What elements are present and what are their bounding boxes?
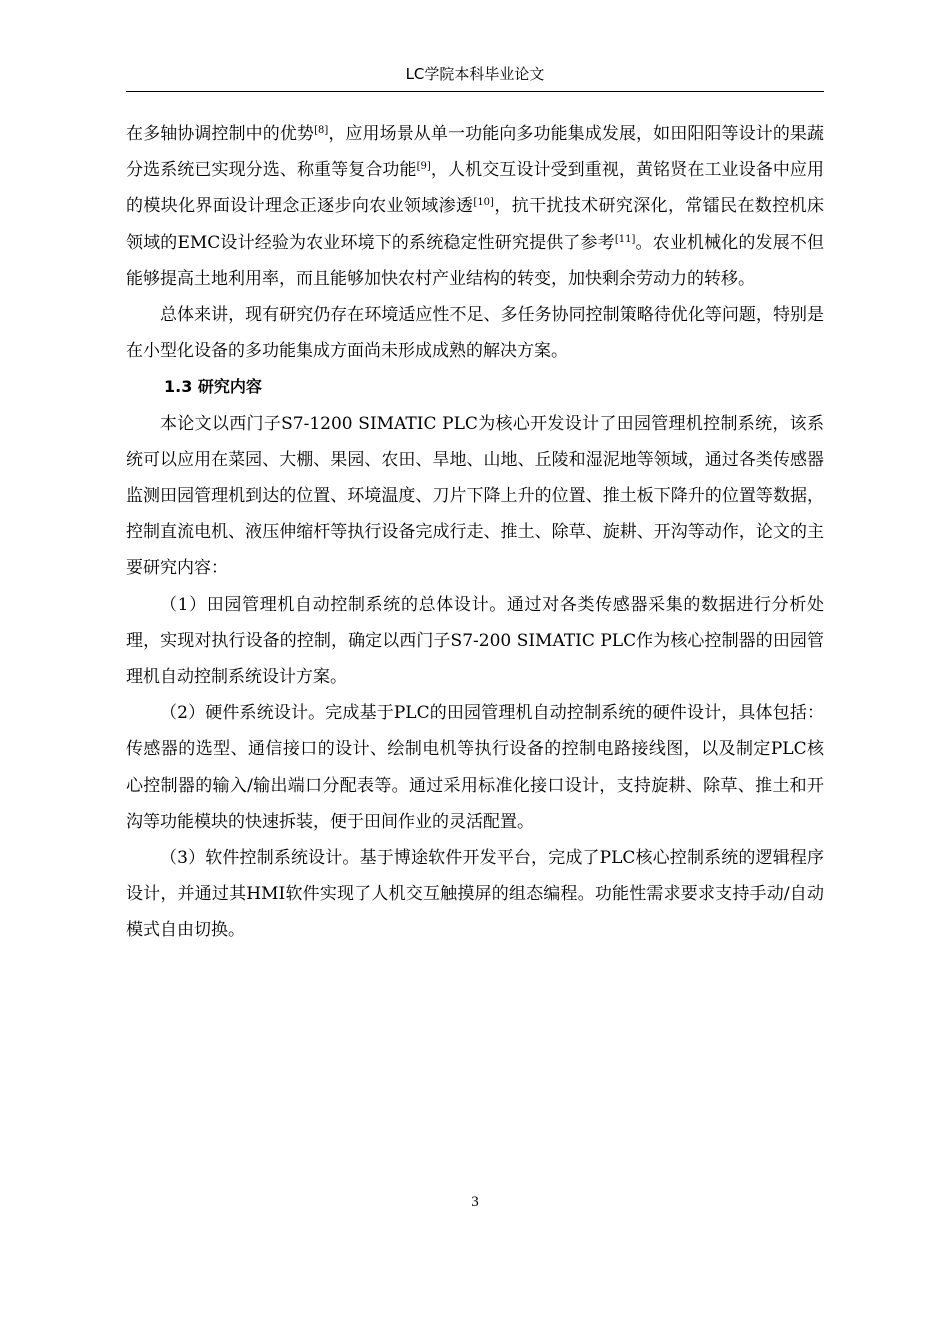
page-number: 3 [471,1194,479,1210]
paragraph-6: （3）软件控制系统设计。基于博途软件开发平台，完成了PLC核心控制系统的逻辑程序设计，并通过其HMI软件实现了人机交互触摸屏的组态编程。功能性需求要求支持手动/自动模式自由切换。 [126,848,824,941]
paragraph-3: 本论文以西门子S7-1200 SIMATIC PLC为核心开发设计了田园管理机控制系统，该系统可以应用在菜园、大棚、果园、农田、旱地、山地、丘陵和湿泥地等领域，通过各类传感器监测田园管理机到达的位置、环境温度、刀片下降上升的位置、推土板下降升的位置等数据，控制直流电机、液压伸缩杆等执行设备完成行走、推土、除草、旋耕、开沟等动作，论文的主要研究内容： [126,413,824,579]
paragraph-2: 总体来讲，现有研究仍存在环境适应性不足、多任务协同控制策略待优化等问题，特别是在小型化设备的多功能集成方面尚未形成成熟的解决方案。 [126,305,824,362]
paragraph-1-text-5: 。农业机械化的发展不但能够提高土地利用率，而且能够加快农村产业结构的转变，加快剩余劳动力的转移。 [126,232,825,289]
page-header: LC学院本科毕业论文 [405,65,545,83]
citation-8: [8] [314,125,329,136]
paragraph-4: （1）田园管理机自动控制系统的总体设计。通过对各类传感器采集的数据进行分析处理，实现对执行设备的控制，确定以西门子S7-200 SIMATIC PLC作为核心控制器的田园管理机自动控制系统设计方案。 [126,594,824,688]
citation-9: [9] [416,161,431,173]
citation-10: [10] [473,197,494,209]
section-heading: 1.3 研究内容 [164,377,262,397]
paragraph-1-text-1: 在多轴协调控制中的优势 [126,124,315,144]
paragraph-1 [126,116,824,297]
document-body [126,116,824,949]
paragraph-5: （2）硬件系统设计。完成基于PLC的田园管理机自动控制系统的硬件设计，具体包括：传感器的选型、通信接口的设计、绘制电机等执行设备的控制电路接线图，以及制定PLC核心控制器的输入/输出端口分配表等。通过采用标准化接口设计，支持旋耕、除草、推土和开沟等功能模块的快速拆装，便于田间作业的灵活配置。 [126,703,824,832]
header-divider [126,91,824,92]
paragraph-1-text-4: ，抗干扰技术研究深化，常镭民在数控机床领域的EMC设计经验为农业环境下的系统稳定性研究提供了参考 [126,196,825,253]
paragraph-1-text-2: ，应用场景从单一功能向多功能集成发展，如田阳阳等设计的果蔬分选系统已实现分选、称重等复合功能 [126,124,825,181]
citation-11: [11] [614,233,636,245]
paragraph-1-text-3: ，人机交互设计受到重视，黄铭贤在工业设备中应用的模块化界面设计理念正逐步向农业领域渗透 [126,160,825,217]
